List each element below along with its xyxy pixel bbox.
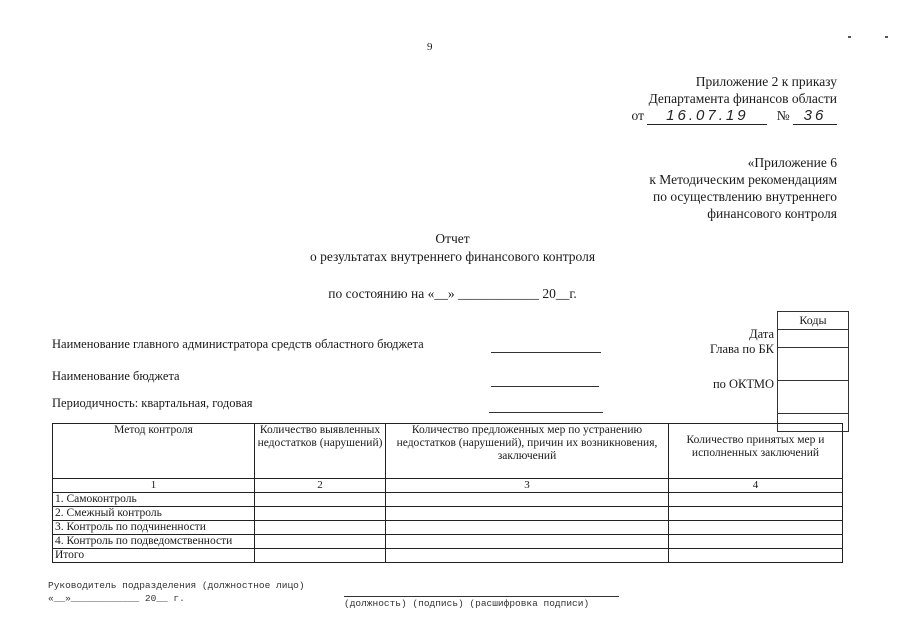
row-label: Итого: [53, 549, 255, 563]
header-proposed-measures: Количество предложенных мер по устранению недостатков (нарушений), причин их возникновения, заключений: [386, 424, 669, 479]
order-number: 36: [793, 107, 837, 125]
codes-table: [777, 311, 849, 432]
column-number-row: [53, 479, 843, 493]
row-label: 1. Самоконтроль: [53, 493, 255, 507]
table-row: [53, 535, 843, 549]
oktmo-label: по ОКТМО: [712, 377, 774, 391]
report-subtitle: о результатах внутреннего финансового контроля: [309, 249, 596, 264]
column-number: 2: [255, 479, 386, 493]
table-row-total: [53, 549, 843, 563]
table-cell: [386, 493, 669, 507]
order-date: 16.07.19: [647, 107, 767, 125]
code-date-cell: [778, 330, 849, 348]
table-row: [53, 507, 843, 521]
report-as-of-date: по состоянию на «__» ____________ 20__г.: [328, 286, 577, 301]
attachment-order-line2: Департамента финансов области: [648, 91, 837, 106]
signature-line: [344, 596, 619, 597]
table-cell: [255, 549, 386, 563]
column-number: 3: [386, 479, 669, 493]
header-accepted-measures: Количество принятых мер и исполненных заключений: [669, 424, 843, 479]
scan-speck: [885, 36, 888, 38]
row-label: 4. Контроль по подведомственности: [53, 535, 255, 549]
footer-head-label: Руководитель подразделения (должностное лицо): [48, 580, 305, 591]
table-cell: [669, 507, 843, 521]
attachment-method-block: [649, 154, 837, 222]
table-cell: [255, 507, 386, 521]
table-cell: [669, 521, 843, 535]
attachment-method-line4: финансового контроля: [707, 206, 837, 221]
periodicity-line: [489, 412, 603, 413]
admin-label: Наименование главного администратора средств областного бюджета: [52, 337, 424, 351]
table-header-row: [53, 424, 843, 479]
attachment-order-line1: Приложение 2 к приказу: [695, 74, 837, 89]
report-title: Отчет: [435, 231, 470, 246]
attachment-method-line3: по осуществлению внутреннего: [653, 189, 837, 204]
table-cell: [255, 521, 386, 535]
column-number: 1: [53, 479, 255, 493]
date-code-label: Дата: [749, 327, 774, 341]
code-bk-cell: [778, 348, 849, 381]
table-cell: [386, 535, 669, 549]
attachment-method-line2: к Методическим рекомендациям: [649, 172, 837, 187]
table-cell: [669, 549, 843, 563]
head-bk-label: Глава по БК: [709, 342, 774, 356]
control-results-table: [52, 423, 843, 563]
table-cell: [386, 549, 669, 563]
attachment-order-date-line: [632, 107, 838, 125]
table-cell: [255, 493, 386, 507]
table-cell: [386, 507, 669, 521]
page-number: 9: [427, 41, 433, 53]
table-cell: [669, 493, 843, 507]
footer-sign-labels: (должность) (подпись) (расшифровка подписи): [344, 598, 590, 609]
attachment-order-block: [632, 73, 838, 125]
budget-line: [491, 386, 599, 387]
row-label: 3. Контроль по подчиненности: [53, 521, 255, 535]
budget-label: Наименование бюджета: [52, 369, 180, 383]
table-cell: [669, 535, 843, 549]
table-row: [53, 521, 843, 535]
row-label: 2. Смежный контроль: [53, 507, 255, 521]
header-deficiencies: Количество выявленных недостатков (нарушений): [255, 424, 386, 479]
codes-header: Коды: [778, 312, 849, 330]
table-cell: [255, 535, 386, 549]
admin-line: [491, 352, 601, 353]
header-method: Метод контроля: [53, 424, 255, 479]
number-label: №: [776, 108, 790, 123]
footer-date-line: «__»____________ 20__ г.: [48, 593, 185, 604]
column-number: 4: [669, 479, 843, 493]
periodicity-label: Периодичность: квартальная, годовая: [52, 396, 253, 410]
code-oktmo-cell: [778, 381, 849, 414]
scan-speck: [848, 36, 851, 38]
from-label: от: [631, 108, 644, 123]
attachment-method-line1: «Приложение 6: [747, 155, 837, 170]
table-cell: [386, 521, 669, 535]
table-row: [53, 493, 843, 507]
